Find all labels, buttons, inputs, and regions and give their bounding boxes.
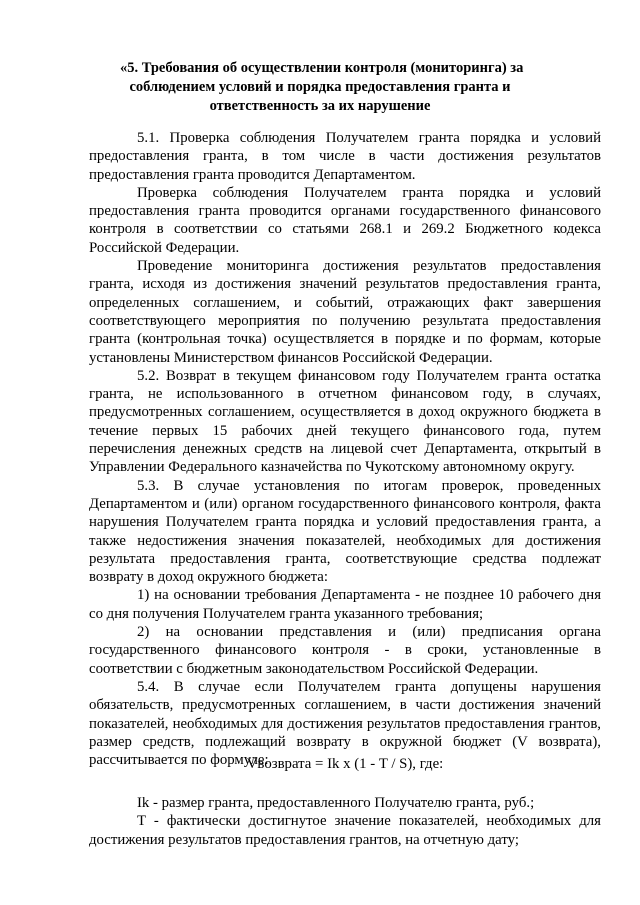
refund-formula: Vвозврата = Ik х (1 - T / S), где:	[246, 756, 444, 772]
paragraph-audit: Проверка соблюдения Получателем гранта порядка и условий предоставления гранта проводится органами государственного финансового контроля в соответствии со статьями 268.1 и 269.2 Бюджетного кодекса Российской Федерации.	[89, 184, 601, 256]
definition-t: T - фактически достигнутое значение показателей, необходимых для достижения результатов предоставления грантов, на отчетную дату;	[89, 813, 601, 848]
paragraph-item-1: 1) на основании требования Департамента - не позднее 10 рабочего дня со дня получения Получателем гранта указанного требования;	[89, 587, 601, 622]
definition-ik: Ik - размер гранта, предоставленного Получателю гранта, руб.;	[137, 795, 535, 811]
paragraph-5-4: 5.4. В случае если Получателем гранта допущены нарушения обязательств, предусмотренных соглашением, в части достижения значений показателей, необходимых для достижения результатов предоставления грантов, размер средств, подлежащий возврату в окружной бюджет (V возврата), рассчитывается по формуле:	[89, 678, 601, 769]
title-line-1: «5. Требования об осуществлении контроля (мониторинга) за	[120, 60, 524, 76]
section-body	[89, 129, 601, 769]
paragraph-item-2: 2) на основании представления и (или) предписания органа государственного финансового контроля - в сроки, установленные в соответствии с бюджетным законодательством Российской Федерации.	[89, 624, 601, 677]
title-line-3: ответственность за их нарушение	[209, 98, 431, 114]
paragraph-5-3: 5.3. В случае установления по итогам проверок, проведенных Департаментом и (или) органом государственного финансового контроля, факта нарушения Получателем гранта порядка и условий предоставления гранта, а также недостижения значения показателей, необходимых для достижения результата предоставления гранта, соответствующие средства подлежат возврату в доход окружного бюджета:	[89, 477, 601, 586]
paragraph-monitoring: Проведение мониторинга достижения результатов предоставления гранта, исходя из достижения значений результатов предоставления гранта, определенных соглашением, и событий, отражающих факт завершения соответствующего мероприятия по получению результата предоставления гранта (контрольная точка) осуществляется в порядке и по формам, которые установлены Министерством финансов Российской Федерации.	[89, 258, 601, 366]
formula-definitions	[89, 794, 601, 849]
section-title	[120, 59, 524, 116]
title-line-2: соблюдением условий и порядка предоставления гранта и	[129, 79, 511, 95]
paragraph-5-1: 5.1. Проверка соблюдения Получателем гранта порядка и условий предоставления гранта, в том числе в части достижения результатов предоставления гранта проводится Департаментом.	[89, 130, 601, 183]
paragraph-5-2: 5.2. Возврат в текущем финансовом году Получателем гранта остатка гранта, не использованного в отчетном финансовом году, в случаях, предусмотренных соглашением, осуществляется в доход окружного бюджета в течение первых 15 рабочих дней текущего финансового года, путем перечисления денежных средств на лицевой счет Департамента, открытый в Управлении Федерального казначейства по Чукотскому автономному округу.	[89, 367, 601, 476]
